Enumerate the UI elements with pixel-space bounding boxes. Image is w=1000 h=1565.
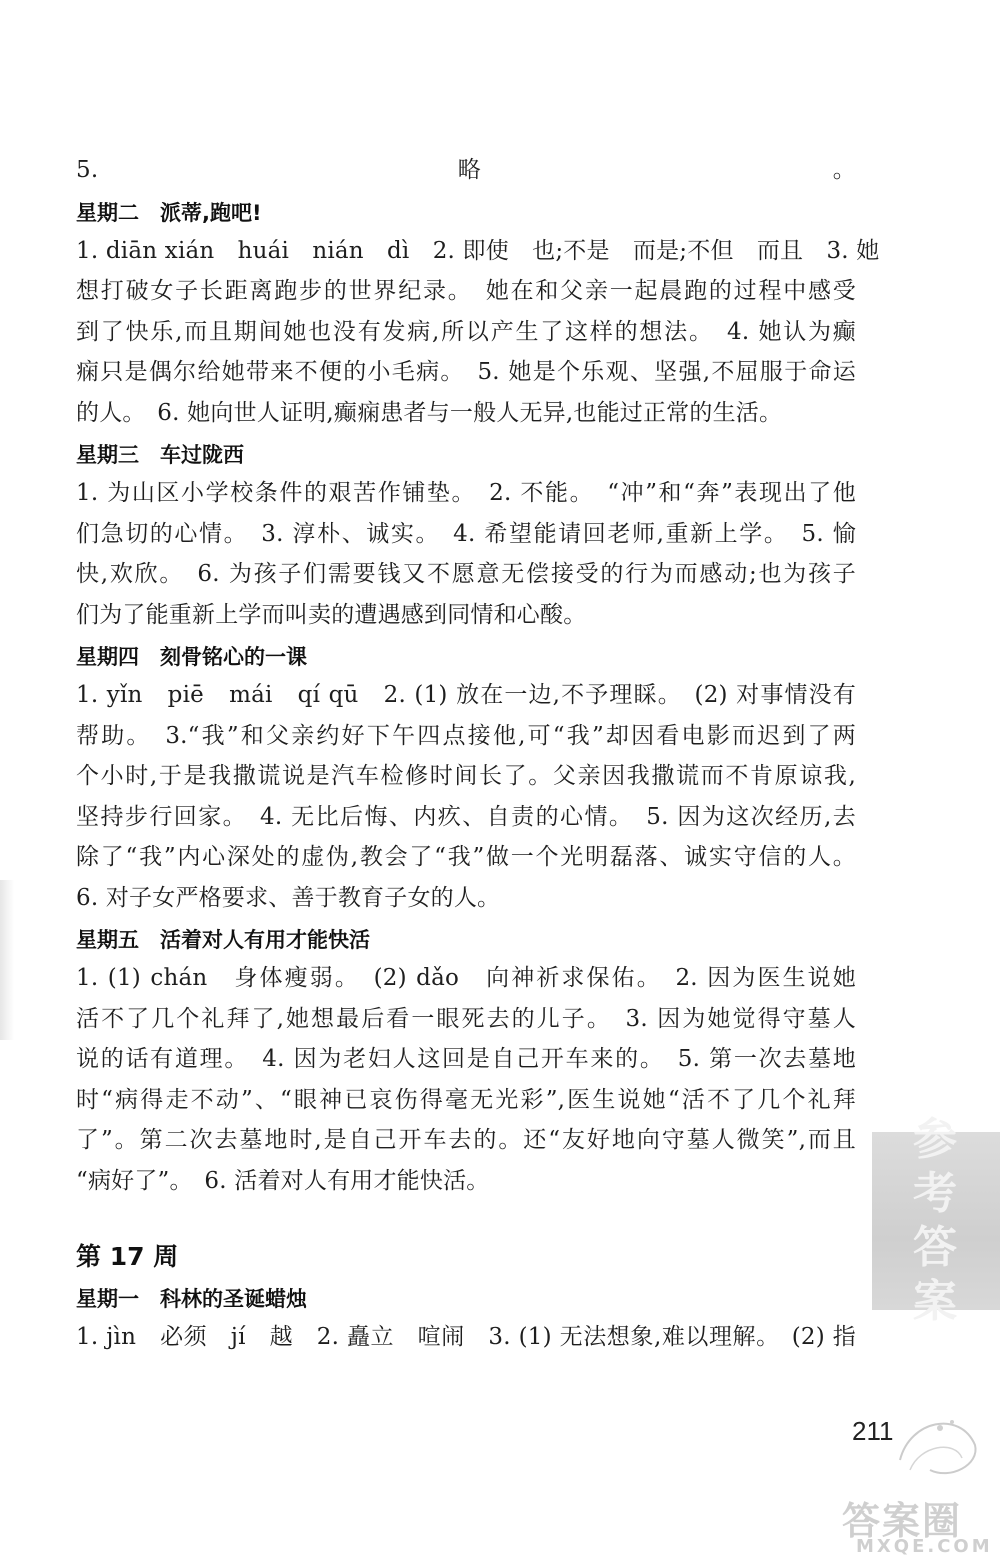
section-heading: 星期五 活着对人有用才能快活	[76, 928, 370, 952]
answer-line: 的人。 6. 她向世人证明,癫痫患者与一般人无异,也能过正常的生活。	[76, 399, 783, 426]
watermark-url: MXQE.COM	[856, 1536, 993, 1557]
decorative-swirl-icon	[880, 1400, 990, 1490]
answer-line: 帮助。 3.“我”和父亲约好下午四点接他,可“我”却因看电影而迟到了两	[76, 722, 856, 749]
watermark-text: 答案圈	[842, 1499, 963, 1543]
answer-content	[76, 150, 880, 1358]
answer-line: 说的话有道理。 4. 因为老妇人这回是自己开车来的。 5. 第一次去墓地	[76, 1046, 856, 1072]
answer-line: 个小时,于是我撒谎说是汽车检修时间长了。父亲因我撒谎而不肯原谅我,	[76, 763, 856, 789]
answer-line: 到了快乐,而且期间她也没有发病,所以产生了这样的想法。 4. 她认为癫	[76, 318, 856, 345]
answer-line: 坚持步行回家。 4. 无比后悔、内疚、自责的心情。 5. 因为这次经历,去	[76, 803, 856, 830]
answer-line: 除了“我”内心深处的虚伪,教会了“我”做一个光明磊落、诚实守信的人。	[76, 844, 856, 870]
section-heading: 星期三 车过陇西	[76, 443, 244, 467]
tab-char: 答	[913, 1222, 959, 1273]
answer-line: 1. diān xián huái nián dì 2. 即使 也;不是 而是;不但 而且 3. 她	[76, 237, 880, 264]
answer-line: “病好了”。 6. 活着对人有用才能快活。	[76, 1167, 490, 1194]
section-heading: 星期二 派蒂,跑吧!	[76, 200, 262, 225]
week-title: 第 17 周	[76, 1242, 179, 1271]
watermark-logo	[836, 1490, 996, 1560]
answer-line: 们急切的心情。 3. 淳朴、诚实。 4. 希望能请回老师,重新上学。 5. 愉	[76, 520, 856, 547]
section-heading: 星期一 科林的圣诞蜡烛	[76, 1287, 307, 1311]
answer-line: 们为了能重新上学而叫卖的遭遇感到同情和心酸。	[76, 601, 587, 628]
answer-line: 快,欢欣。 6. 为孩子们需要钱又不愿意无偿接受的行为而感动;也为孩子	[76, 561, 856, 587]
answer-line: 1. 为山区小学校条件的艰苦作铺垫。 2. 不能。 “冲”和“奔”表现出了他	[76, 480, 856, 506]
tab-char: 案	[913, 1276, 959, 1327]
page-edge-shadow	[0, 880, 14, 1040]
section-heading: 星期四 刻骨铭心的一课	[76, 645, 307, 669]
answer-line: 时“病得走不动”、“眼神已哀伤得毫无光彩”,医生说她“活不了几个礼拜	[76, 1086, 856, 1113]
answer-line: 痫只是偶尔给她带来不便的小毛病。 5. 她是个乐观、坚强,不屈服于命运	[76, 359, 856, 385]
page-number: 211	[852, 1416, 894, 1446]
reference-answer-tab	[872, 1114, 1000, 1327]
tab-char: 参	[913, 1114, 959, 1165]
answer-line: 想打破女子长距离跑步的世界纪录。 她在和父亲一起晨跑的过程中感受	[76, 278, 856, 304]
answer-line: 了”。第二次去墓地时,是自己开车去的。还“友好地向守墓人微笑”,而且	[76, 1127, 856, 1153]
answer-line: 活不了几个礼拜了,她想最后看一眼死去的儿子。 3. 因为她觉得守墓人	[76, 1005, 856, 1032]
tab-char: 考	[913, 1168, 959, 1219]
answer-line: 6. 对子女严格要求、善于教育子女的人。	[76, 884, 501, 911]
answer-line: 1. (1) chán 身体瘦弱。 (2) dǎo 向神祈求保佑。 2. 因为医生说她	[76, 965, 856, 991]
answer-line: 5. 略。	[76, 157, 856, 183]
answer-line: 1. yǐn piē mái qí qū 2. (1) 放在一边,不予理睬。 (2) 对事情没有	[76, 682, 856, 708]
answer-line: 1. jìn 必须 jí 越 2. 矗立 喧闹 3. (1) 无法想象,难以理解。 (2) 指	[76, 1324, 856, 1350]
